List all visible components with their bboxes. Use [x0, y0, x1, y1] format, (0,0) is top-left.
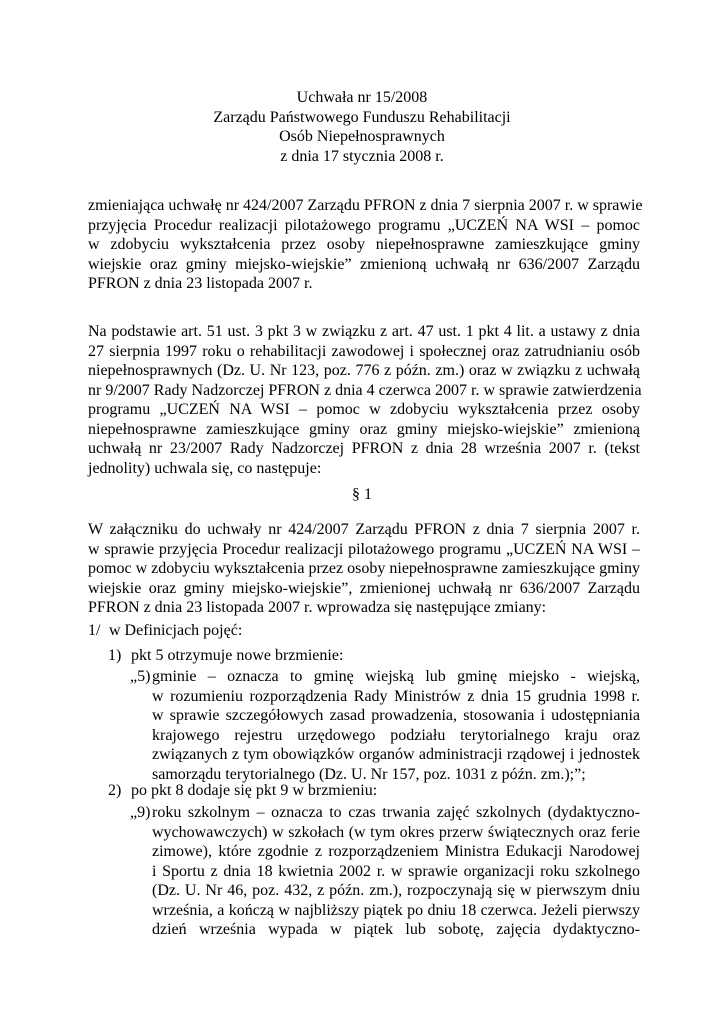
- quote-line: września, a kończą w najbliższy piątek po dniu 18 czerwca. Jeżeli pierwszy: [152, 901, 640, 919]
- quoted-definition-gmina: [152, 667, 640, 784]
- quote-line: dzień września wypada w piątek lub sobotę, zajęcia dydaktyczno-: [152, 921, 640, 938]
- subject-line: przyjęcia Procedur realizacji pilotażowego programu „UCZEŃ NA WSI – pomoc: [88, 216, 640, 234]
- quote-line: zimowe), które zgodnie z rozporządzeniem Ministra Edukacji Narodowej: [152, 843, 640, 860]
- quote-line: i Sportu z dnia 18 kwietnia 2002 r. w sprawie organizacji roku szkolnego: [152, 862, 640, 880]
- legal-basis-paragraph: [88, 322, 640, 478]
- quoted-definition-school-year: [152, 803, 640, 940]
- quote-line: (Dz. U. Nr 46, poz. 432, z późn. zm.), rozpoczynają się w pierwszym dniu: [152, 882, 640, 899]
- section-intro-line: W załączniku do uchwały nr 424/2007 Zarządu PFRON z dnia 7 sierpnia 2007 r.: [88, 521, 640, 538]
- legal-basis-line: uchwałą nr 23/2007 Rady Nadzorczej PFRON z dnia 28 września 2007 r. (tekst: [88, 440, 640, 457]
- subpoint-number: 2): [108, 782, 122, 799]
- subpoint-text: pkt 5 otrzymuje nowe brzmienie:: [131, 647, 344, 664]
- section-mark: § 1: [352, 486, 372, 503]
- subpoint-number: 1): [108, 647, 122, 664]
- quote-line: w sprawie szczegółowych zasad prowadzenia, stosowania i udostępniania: [152, 707, 640, 724]
- section-intro-line: w sprawie przyjęcia Procedur realizacji pilotażowego programu „UCZEŃ NA WSI –: [88, 540, 640, 558]
- quote-line: gminie – oznacza to gminę wiejską lub gminę miejsko - wiejską,: [152, 668, 640, 685]
- quoted-point-number: „5): [130, 668, 151, 685]
- point-number: 1/: [88, 622, 101, 639]
- legal-basis-line: 27 sierpnia 1997 roku o rehabilitacji zawodowej i społecznej oraz zatrudnianiu osób: [88, 342, 640, 360]
- subject-line: PFRON z dnia 23 listopada 2007 r.: [88, 275, 313, 292]
- subpoint-text: po pkt 8 dodaje się pkt 9 w brzmieniu:: [131, 782, 378, 799]
- quoted-point-number: „9): [130, 804, 151, 821]
- quote-line: krajowego rejestru urzędowego podziału terytorialnego kraju oraz: [152, 726, 640, 744]
- subject-line: zmieniająca uchwałę nr 424/2007 Zarządu PFRON z dnia 7 sierpnia 2007 r. w sprawie: [88, 197, 643, 214]
- legal-basis-line: niepełnosprawnych (Dz. U. Nr 123, poz. 776 z późn. zm.) oraz w związku z uchwałą: [88, 362, 640, 379]
- subject-line: wiejskie oraz gminy miejsko-wiejskie” zmienioną uchwałą nr 636/2007 Zarządu: [88, 255, 640, 273]
- quote-line: samorządu terytorialnego (Dz. U. Nr 157, poz. 1031 z późn. zm.);”;: [152, 765, 586, 783]
- section-intro-paragraph: [88, 520, 640, 618]
- quote-line: roku szkolnym – oznacza to czas trwania zajęć szkolnych (dydaktyczno-: [152, 804, 640, 821]
- resolution-header: [0, 88, 724, 166]
- resolution-date: z dnia 17 stycznia 2008 r.: [280, 147, 444, 165]
- quote-line: w rozumieniu rozporządzenia Rady Ministrów z dnia 15 grudnia 1998 r.: [152, 687, 640, 705]
- resolution-number: Uchwała nr 15/2008: [296, 89, 428, 106]
- issuing-body-continued: Osób Niepełnosprawnych: [279, 128, 445, 145]
- quote-line: wychowawczych) w szkołach (w tym okres przerw świątecznych oraz ferie: [152, 823, 640, 841]
- section-intro-line: pomoc w zdobyciu wykształcenia przez osoby niepełnosprawne zamieszkujące gminy: [88, 560, 640, 577]
- section-intro-line: wiejskie oraz gminy miejsko-wiejskie”, zmienionej uchwałą nr 636/2007 Zarządu: [88, 579, 640, 597]
- issuing-body: Zarządu Państwowego Funduszu Rehabilitacji: [213, 108, 511, 126]
- subject-line: w zdobyciu wykształcenia przez osoby niepełnosprawne zamieszkujące gminy: [88, 236, 640, 253]
- quote-line: związanych z tym obowiązków organów administracji rządowej i jednostek: [152, 746, 640, 763]
- section-intro-line: PFRON z dnia 23 listopada 2007 r. wprowadza się następujące zmiany:: [88, 599, 547, 616]
- resolution-subject: [88, 196, 643, 294]
- legal-basis-line: nr 9/2007 Rady Nadzorczej PFRON z dnia 4 czerwca 2007 r. w sprawie zatwierdzenia: [88, 381, 642, 399]
- legal-basis-line: programu „UCZEŃ NA WSI – pomoc w zdobyciu wykształcenia przez osoby: [88, 401, 640, 418]
- legal-basis-line: niepełnosprawne zamieszkujące gminy oraz gminy miejsko-wiejskie” zmienioną: [88, 420, 640, 438]
- point-text: w Definicjach pojęć:: [109, 622, 243, 639]
- legal-basis-line: jednolity) uchwala się, co następuje:: [88, 459, 322, 477]
- legal-basis-line: Na podstawie art. 51 ust. 3 pkt 3 w związku z art. 47 ust. 1 pkt 4 lit. a ustawy z dnia: [88, 323, 640, 340]
